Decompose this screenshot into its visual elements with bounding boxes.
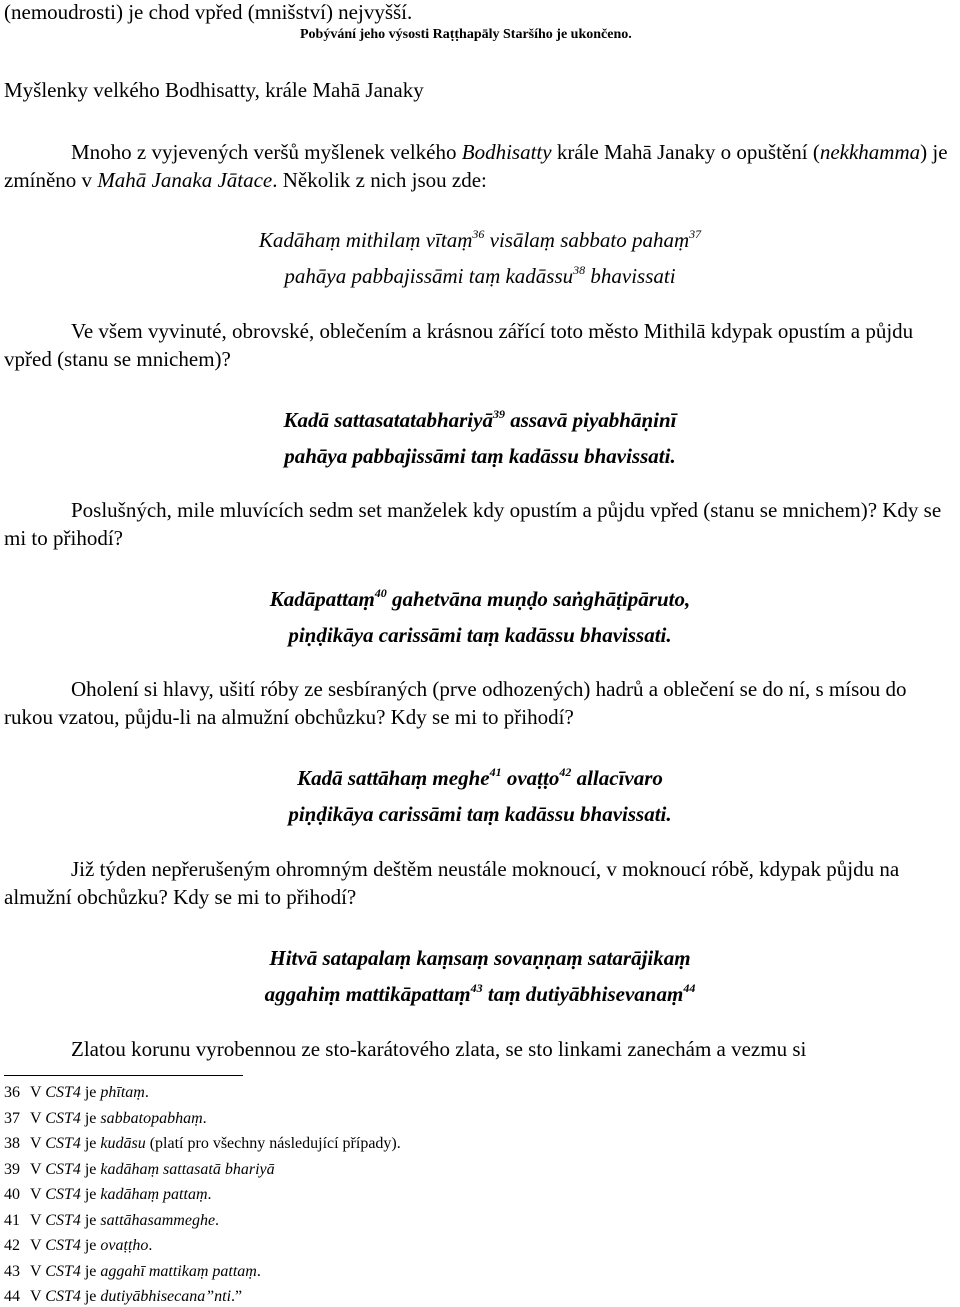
footnote <box>4 1185 212 1205</box>
text-line: (nemoudrosti) je chod vpřed (mnišství) nejvyšší. <box>4 0 413 24</box>
footnote-ref[interactable]: 41 <box>489 765 502 779</box>
verse-line: piṇḍikāya carissāmi taṃ kadāssu bhavissati. <box>288 802 672 826</box>
text: Mnoho z vyjevených veršů myšlenek velkého <box>71 140 462 164</box>
section-end-note: Pobývání jeho výsosti Raṭṭhapāly Staršího je ukončeno. <box>300 27 632 42</box>
footnote-ref[interactable]: 40 <box>374 586 387 600</box>
footnote-variant: ovaṭṭho <box>100 1237 149 1254</box>
verse <box>0 581 960 653</box>
footnote-text: . <box>148 1237 153 1254</box>
footnote-text: V <box>30 1262 46 1280</box>
footnote-number: 44 <box>4 1288 20 1305</box>
footnote-source: CST4 <box>45 1211 81 1229</box>
footnote-number: 41 <box>4 1211 20 1229</box>
footnote <box>4 1236 152 1256</box>
footnote-number: 36 <box>4 1084 20 1101</box>
footnote <box>4 1160 275 1180</box>
italic-term: nekkhamma <box>819 140 921 164</box>
footnote-source: CST4 <box>45 1160 81 1178</box>
text: ) je zmíněno v <box>4 140 948 192</box>
footnote-ref[interactable]: 43 <box>470 981 483 995</box>
paragraph <box>4 138 956 194</box>
footnote-ref[interactable]: 36 <box>472 227 485 241</box>
footnote-source: CST4 <box>45 1288 81 1305</box>
footnote-text: V <box>30 1084 46 1101</box>
footnote-text: V <box>30 1109 46 1127</box>
verse-line: Kadā sattasatatabhariyā$^{39}$ assavā piyabhāṇinī <box>283 407 677 432</box>
footnote-number: 39 <box>4 1160 20 1178</box>
footnote-ref[interactable]: 38 <box>573 263 586 277</box>
footnote-text: je <box>80 1237 101 1254</box>
footnote-text: . <box>202 1109 207 1127</box>
italic-term: Mahā Janaka Jātace <box>97 168 273 192</box>
footnote-text: V <box>30 1160 46 1178</box>
footnote-variant: kadāhaṃ sattasatā bhariyā <box>100 1160 275 1178</box>
footnote-text: je <box>80 1186 101 1203</box>
footnote-text: V <box>30 1211 46 1229</box>
footnote-text: V <box>30 1135 46 1152</box>
footnote-text: .” <box>231 1288 243 1305</box>
footnote-text: je <box>80 1262 101 1280</box>
footnote-source: CST4 <box>45 1237 81 1254</box>
footnote-ref[interactable]: 42 <box>559 765 572 779</box>
italic-term: Bodhisatty <box>461 140 552 164</box>
verse-line: Kadāhaṃ mithilaṃ vītaṃ$^{36}$ visālaṃ sabbato pahaṃ$^{37}$ <box>258 227 702 252</box>
text: krále Mahā Janaky o opuštění ( <box>551 140 820 164</box>
footnote-variant: sattāhasammeghe <box>100 1211 216 1229</box>
footnote-number: 42 <box>4 1237 20 1254</box>
footnote <box>4 1262 261 1282</box>
paragraph: Již týden nepřerušeným ohromným deštěm neustále moknoucí, v moknoucí róbě, kdypak půjdu na almužní obchůzku? Kdy se mi to přihodí? <box>4 857 900 909</box>
footnote-text: . <box>215 1211 220 1229</box>
verse-line: aggahiṃ mattikāpattaṃ$^{43}$ taṃ dutiyābhisevanaṃ$^{44}$ <box>264 981 696 1006</box>
footnote-ref[interactable]: 39 <box>492 407 505 421</box>
footnote-separator <box>4 1075 243 1076</box>
footnote-number: 43 <box>4 1262 20 1280</box>
footnote-number: 37 <box>4 1109 20 1127</box>
footnote <box>4 1287 242 1307</box>
footnote-variant: dutiyābhisecana”nti <box>100 1288 232 1305</box>
footnote <box>4 1083 149 1103</box>
verse-line: Kadā sattāhaṃ meghe$^{41}$ ovaṭṭo$^{42}$ allacīvaro <box>297 765 663 790</box>
footnote-variant: kudāsu <box>100 1135 146 1152</box>
footnote-text: je <box>80 1084 101 1101</box>
verse-line: pahāya pabbajissāmi taṃ kadāssu bhavissati. <box>284 444 676 468</box>
footnote-number: 38 <box>4 1135 20 1152</box>
section-title: Myšlenky velkého Bodhisatty, krále Mahā Janaky <box>4 78 424 102</box>
footnote-source: CST4 <box>45 1135 81 1152</box>
footnote-variant: phītaṃ <box>100 1084 145 1101</box>
verse <box>0 222 960 294</box>
text: . Několik z nich jsou zde: <box>272 168 487 192</box>
paragraph: Ve všem vyvinuté, obrovské, oblečením a krásnou zářící toto město Mithilā kdypak opustím a půjdu vpřed (stanu se mnichem)? <box>4 319 914 371</box>
footnote-text: je <box>80 1109 101 1127</box>
footnote-ref[interactable]: 44 <box>683 981 696 995</box>
verse <box>0 760 960 832</box>
paragraph: Zlatou korunu vyrobennou ze sto-karátového zlata, se sto linkami zanechám a vezmu si <box>71 1037 807 1061</box>
footnote-text: . <box>207 1186 212 1203</box>
footnote-source: CST4 <box>45 1186 81 1203</box>
footnote-variant: kadāhaṃ pattaṃ <box>100 1186 208 1203</box>
verse-line: Hitvā satapalaṃ kaṃsaṃ sovaṇṇaṃ satarājikaṃ <box>269 946 691 970</box>
footnote-variant: aggahī mattikaṃ pattaṃ <box>100 1262 257 1280</box>
footnote <box>4 1109 207 1129</box>
footnote <box>4 1211 219 1231</box>
footnote-source: CST4 <box>45 1109 81 1127</box>
footnote-variant: sabbatopabhaṃ <box>100 1109 203 1127</box>
footnote-text: V <box>30 1288 46 1305</box>
footnote <box>4 1134 401 1154</box>
footnote-text: (platí pro všechny následující případy). <box>145 1135 401 1152</box>
footnote-text: . <box>144 1084 149 1101</box>
footnote-text: je <box>80 1135 101 1152</box>
verse-line: pahāya pabbajissāmi taṃ kadāssu$^{38}$ bhavissati <box>284 263 676 288</box>
footnote-text: je <box>80 1160 101 1178</box>
footnote-text: . <box>256 1262 261 1280</box>
verse-line: Kadāpattaṃ$^{40}$ gahetvāna muṇḍo saṅghāṭipāruto, <box>269 586 691 611</box>
footnote-text: V <box>30 1186 46 1203</box>
footnote-text: je <box>80 1211 101 1229</box>
footnote-source: CST4 <box>45 1084 81 1101</box>
footnote-source: CST4 <box>45 1262 81 1280</box>
footnote-text: je <box>80 1288 101 1305</box>
paragraph: Poslušných, mile mluvících sedm set manželek kdy opustím a půjdu vpřed (stanu se mnichem)? Kdy se mi to přihodí? <box>4 498 942 550</box>
footnote-ref[interactable]: 37 <box>689 227 702 241</box>
footnote-number: 40 <box>4 1186 20 1203</box>
footnote-text: V <box>30 1237 46 1254</box>
paragraph: Oholení si hlavy, ušití róby ze sesbíraných (prve odhozených) hadrů a oblečení se do ní, s mísou do rukou vzatou, půjdu-li na almužní obchůzku? Kdy se mi to přihodí? <box>4 677 907 729</box>
verse <box>0 940 960 1012</box>
verse <box>0 402 960 474</box>
verse-line: piṇḍikāya carissāmi taṃ kadāssu bhavissati. <box>288 623 672 647</box>
